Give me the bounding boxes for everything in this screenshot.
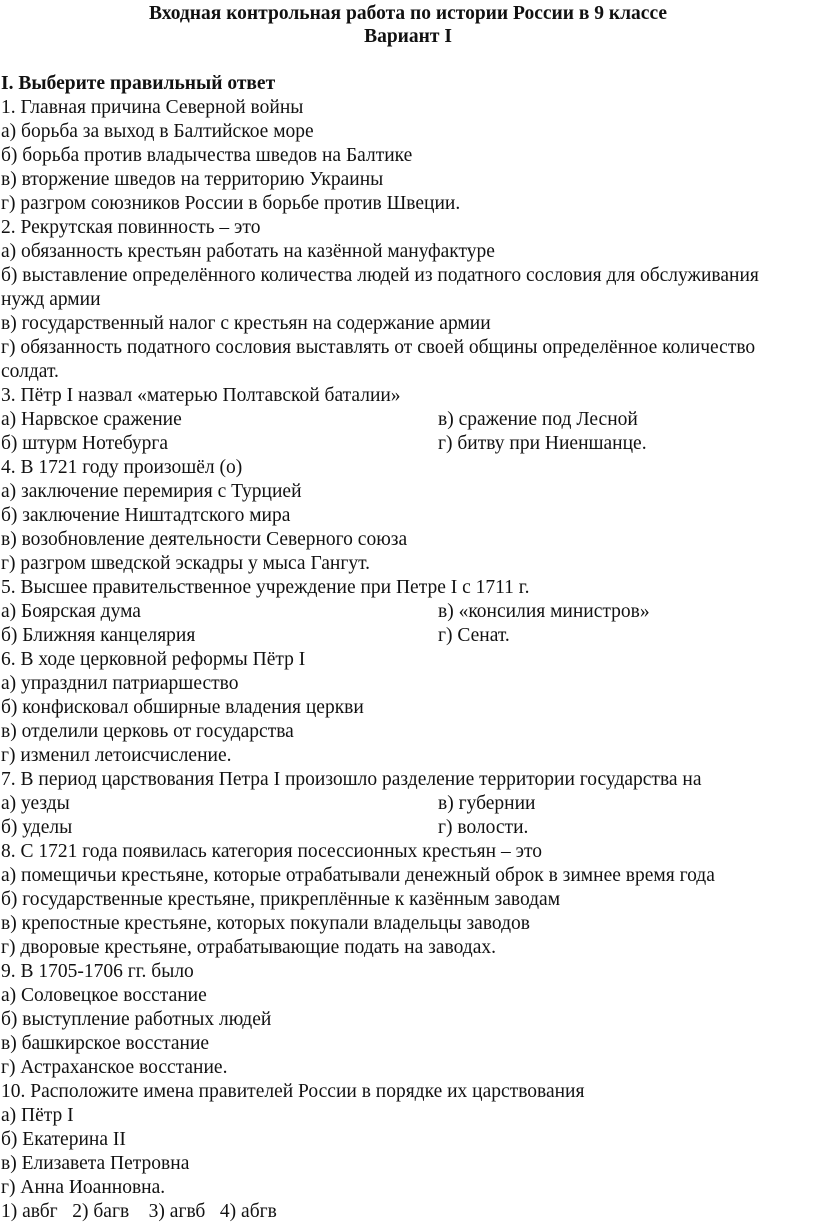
q10-answer-options: 1) авбг 2) багв 3) агвб 4) абгв: [1, 1201, 277, 1222]
q4-option-b: б) заключение Ништадтского мира: [1, 505, 291, 526]
q3-option-a: а) Нарвское сражение: [1, 409, 182, 430]
question-5: 5. Высшее правительственное учреждение при Петре I с 1711 г.: [1, 577, 530, 598]
q9-option-d: г) Астраханское восстание.: [1, 1057, 228, 1078]
q8-option-d: г) дворовые крестьяне, отрабатывающие подать на заводах.: [1, 937, 496, 958]
question-8: 8. С 1721 года появилась категория посессионных крестьян – это: [1, 841, 542, 862]
q6-option-c: в) отделили церковь от государства: [1, 721, 294, 742]
q8-option-a: а) помещичьи крестьяне, которые отрабатывали денежный оброк в зимнее время года: [1, 865, 715, 886]
question-2: 2. Рекрутская повинность – это: [1, 217, 261, 238]
q4-option-d: г) разгром шведской эскадры у мыса Гангут.: [1, 553, 370, 574]
q2-option-a: а) обязанность крестьян работать на казённой мануфактуре: [1, 241, 495, 262]
q4-option-c: в) возобновление деятельности Северного союза: [1, 529, 408, 550]
q2-option-d-line1: г) обязанность податного сословия выставлять от своей общины определённое количество: [1, 337, 756, 358]
question-10: 10. Расположите имена правителей России в порядке их царствования: [1, 1081, 585, 1102]
question-7: 7. В период царствования Петра I произошло разделение территории государства на: [1, 769, 702, 790]
q1-option-a: а) борьба за выход в Балтийское море: [1, 121, 314, 142]
question-1: 1. Главная причина Северной войны: [1, 97, 304, 118]
q9-option-c: в) башкирское восстание: [1, 1033, 210, 1054]
q1-option-d: г) разгром союзников России в борьбе против Швеции.: [1, 193, 461, 214]
q5-option-c: в) «консилия министров»: [438, 601, 650, 622]
q6-option-a: а) упразднил патриаршество: [1, 673, 239, 694]
page-title: Входная контрольная работа по истории России в 9 классе: [148, 3, 668, 24]
q6-option-d: г) изменил летоисчисление.: [1, 745, 232, 766]
q2-option-d-line2: солдат.: [1, 361, 59, 382]
q2-option-b-line1: б) выставление определённого количества людей из податного сословия для обслуживания: [1, 265, 759, 286]
question-4: 4. В 1721 году произошёл (о): [1, 457, 243, 478]
q8-option-b: б) государственные крестьяне, прикреплённые к казённым заводам: [1, 889, 561, 910]
q7-option-d: г) волости.: [438, 817, 529, 838]
q3-option-c: в) сражение под Лесной: [438, 409, 638, 430]
q2-option-c: в) государственный налог с крестьян на содержание армии: [1, 313, 491, 334]
q7-option-c: в) губернии: [438, 793, 536, 814]
variant-label: Вариант I: [364, 26, 452, 47]
q9-option-a: а) Соловецкое восстание: [1, 985, 207, 1006]
q8-option-c: в) крепостные крестьяне, которых покупали владельцы заводов: [1, 913, 530, 934]
q2-option-b-line2: нужд армии: [1, 289, 101, 310]
q1-option-b: б) борьба против владычества шведов на Балтике: [1, 145, 413, 166]
q7-option-b: б) уделы: [1, 817, 73, 838]
question-6: 6. В ходе церковной реформы Пётр I: [1, 649, 306, 670]
q5-option-d: г) Сенат.: [438, 625, 510, 646]
q3-option-d: г) битву при Ниеншанце.: [438, 433, 647, 454]
section-heading: I. Выберите правильный ответ: [1, 73, 276, 94]
q6-option-b: б) конфисковал обширные владения церкви: [1, 697, 364, 718]
q10-option-b: б) Екатерина II: [1, 1129, 126, 1150]
q1-option-c: в) вторжение шведов на территорию Украины: [1, 169, 384, 190]
q3-option-b: б) штурм Нотебурга: [1, 433, 169, 454]
q5-option-b: б) Ближняя канцелярия: [1, 625, 196, 646]
q10-option-c: в) Елизавета Петровна: [1, 1153, 190, 1174]
q9-option-b: б) выступление работных людей: [1, 1009, 272, 1030]
q10-option-d: г) Анна Иоанновна.: [1, 1177, 166, 1198]
q10-option-a: а) Пётр I: [1, 1105, 74, 1126]
q4-option-a: а) заключение перемирия с Турцией: [1, 481, 302, 502]
q7-option-a: а) уезды: [1, 793, 70, 814]
question-3: 3. Пётр I назвал «матерью Полтавской баталии»: [1, 385, 401, 406]
question-9: 9. В 1705-1706 гг. было: [1, 961, 194, 982]
q5-option-a: а) Боярская дума: [1, 601, 141, 622]
